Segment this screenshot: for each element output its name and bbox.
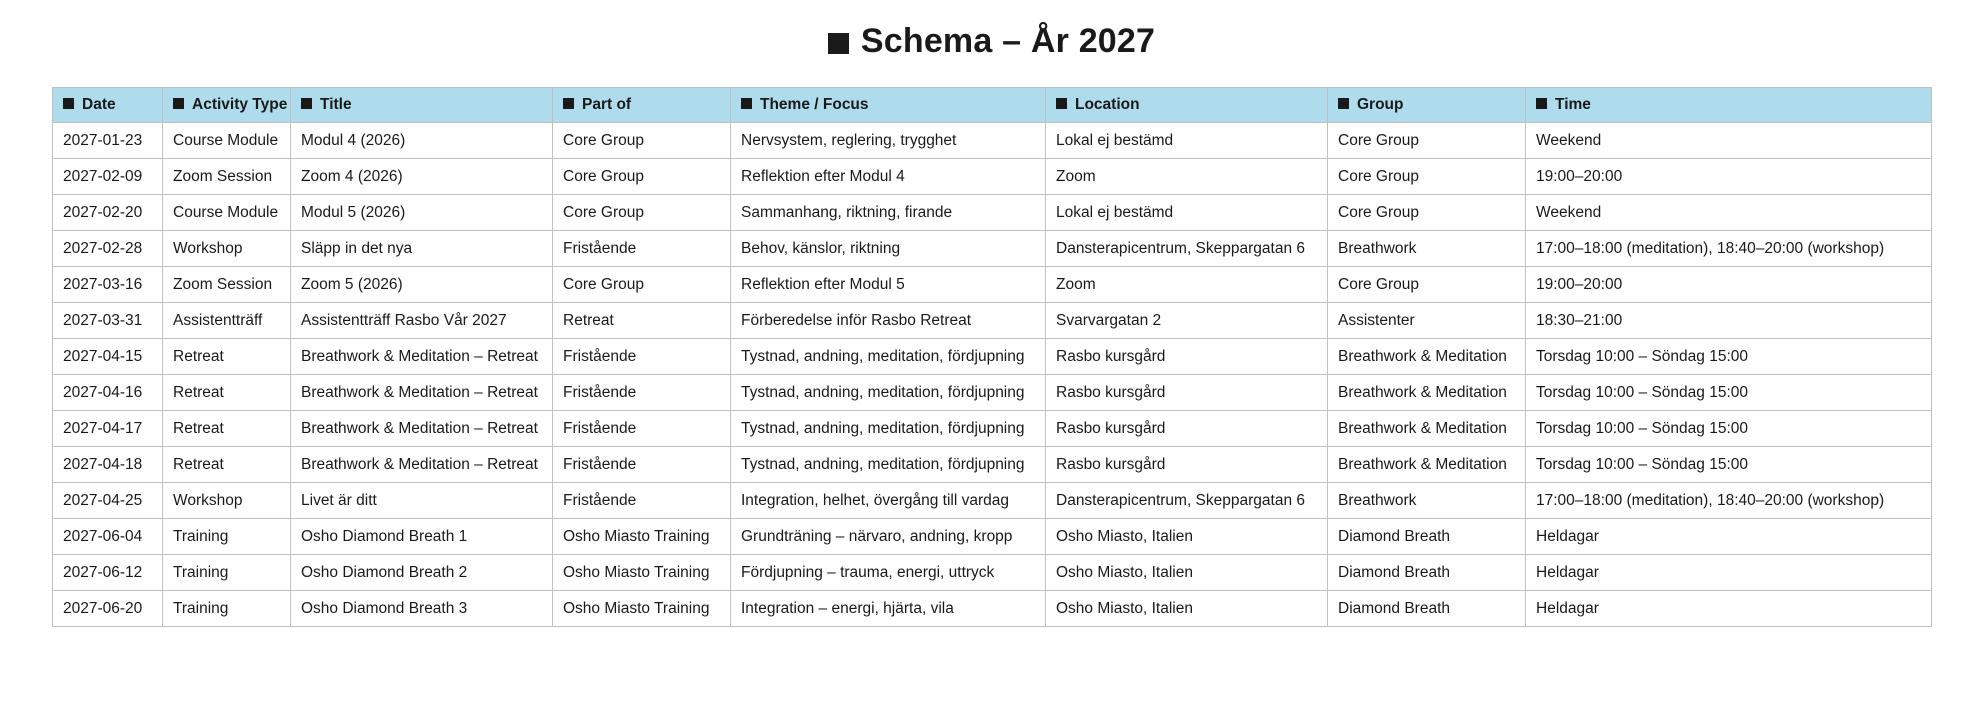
table-header (53, 88, 1932, 123)
document-page (0, 22, 1983, 627)
cell-part-of: Fristående (553, 231, 731, 267)
table-row (53, 159, 1932, 195)
cell-title: Osho Diamond Breath 3 (291, 591, 553, 627)
square-bullet-icon (63, 98, 74, 109)
square-bullet-icon (1338, 98, 1349, 109)
cell-title: Zoom 5 (2026) (291, 267, 553, 303)
cell-theme-focus: Fördjupning – trauma, energi, uttryck (731, 555, 1046, 591)
cell-location: Osho Miasto, Italien (1046, 519, 1328, 555)
cell-date: 2027-06-04 (53, 519, 163, 555)
column-header-label: Theme / Focus (760, 96, 869, 113)
column-header-group (1328, 88, 1526, 123)
cell-group: Diamond Breath (1328, 519, 1526, 555)
cell-title: Släpp in det nya (291, 231, 553, 267)
square-bullet-icon (1536, 98, 1547, 109)
cell-activity-type: Zoom Session (163, 159, 291, 195)
cell-theme-focus: Integration – energi, hjärta, vila (731, 591, 1046, 627)
cell-location: Osho Miasto, Italien (1046, 591, 1328, 627)
cell-part-of: Fristående (553, 447, 731, 483)
cell-title: Osho Diamond Breath 2 (291, 555, 553, 591)
cell-time: Heldagar (1526, 555, 1932, 591)
cell-location: Osho Miasto, Italien (1046, 555, 1328, 591)
page-title (0, 22, 1983, 61)
table-row (53, 411, 1932, 447)
cell-time: Weekend (1526, 123, 1932, 159)
cell-time: 17:00–18:00 (meditation), 18:40–20:00 (workshop) (1526, 231, 1932, 267)
cell-theme-focus: Integration, helhet, övergång till vardag (731, 483, 1046, 519)
cell-part-of: Core Group (553, 267, 731, 303)
column-header-label: Title (320, 96, 352, 113)
column-header-label: Part of (582, 96, 632, 113)
cell-group: Core Group (1328, 195, 1526, 231)
cell-part-of: Osho Miasto Training (553, 591, 731, 627)
column-header-label: Time (1555, 96, 1591, 113)
table-row (53, 555, 1932, 591)
table-row (53, 339, 1932, 375)
cell-part-of: Fristående (553, 375, 731, 411)
cell-date: 2027-04-15 (53, 339, 163, 375)
cell-part-of: Fristående (553, 483, 731, 519)
cell-time: Torsdag 10:00 – Söndag 15:00 (1526, 447, 1932, 483)
square-bullet-icon (173, 98, 184, 109)
cell-activity-type: Retreat (163, 411, 291, 447)
column-header-location (1046, 88, 1328, 123)
cell-group: Core Group (1328, 123, 1526, 159)
cell-activity-type: Assistentträff (163, 303, 291, 339)
cell-part-of: Fristående (553, 339, 731, 375)
cell-time: Torsdag 10:00 – Söndag 15:00 (1526, 375, 1932, 411)
table-row (53, 447, 1932, 483)
cell-date: 2027-06-12 (53, 555, 163, 591)
schedule-table (52, 87, 1932, 627)
cell-time: Heldagar (1526, 591, 1932, 627)
cell-activity-type: Workshop (163, 483, 291, 519)
cell-title: Modul 4 (2026) (291, 123, 553, 159)
cell-activity-type: Course Module (163, 123, 291, 159)
cell-time: 17:00–18:00 (meditation), 18:40–20:00 (workshop) (1526, 483, 1932, 519)
cell-title: Breathwork & Meditation – Retreat (291, 375, 553, 411)
cell-time: Weekend (1526, 195, 1932, 231)
cell-group: Assistenter (1328, 303, 1526, 339)
cell-date: 2027-02-09 (53, 159, 163, 195)
table-row (53, 267, 1932, 303)
schedule-table-container (0, 87, 1983, 627)
column-header-title (291, 88, 553, 123)
column-header-label: Group (1357, 96, 1404, 113)
cell-theme-focus: Tystnad, andning, meditation, fördjupning (731, 339, 1046, 375)
square-bullet-icon (741, 98, 752, 109)
column-header-activity-type (163, 88, 291, 123)
cell-group: Breathwork & Meditation (1328, 339, 1526, 375)
square-bullet-icon (563, 98, 574, 109)
table-row (53, 375, 1932, 411)
cell-date: 2027-03-31 (53, 303, 163, 339)
cell-time: 19:00–20:00 (1526, 267, 1932, 303)
cell-activity-type: Retreat (163, 375, 291, 411)
cell-time: Torsdag 10:00 – Söndag 15:00 (1526, 411, 1932, 447)
cell-activity-type: Retreat (163, 447, 291, 483)
cell-location: Dansterapicentrum, Skeppargatan 6 (1046, 231, 1328, 267)
cell-part-of: Core Group (553, 159, 731, 195)
cell-title: Breathwork & Meditation – Retreat (291, 447, 553, 483)
cell-location: Lokal ej bestämd (1046, 195, 1328, 231)
table-row (53, 519, 1932, 555)
cell-group: Breathwork & Meditation (1328, 411, 1526, 447)
cell-location: Lokal ej bestämd (1046, 123, 1328, 159)
cell-part-of: Core Group (553, 123, 731, 159)
cell-activity-type: Course Module (163, 195, 291, 231)
cell-date: 2027-02-28 (53, 231, 163, 267)
cell-title: Livet är ditt (291, 483, 553, 519)
cell-activity-type: Training (163, 555, 291, 591)
column-header-time (1526, 88, 1932, 123)
cell-location: Rasbo kursgård (1046, 411, 1328, 447)
square-bullet-icon (301, 98, 312, 109)
cell-date: 2027-04-18 (53, 447, 163, 483)
cell-location: Rasbo kursgård (1046, 447, 1328, 483)
table-body (53, 123, 1932, 627)
cell-date: 2027-04-16 (53, 375, 163, 411)
cell-activity-type: Retreat (163, 339, 291, 375)
column-header-date (53, 88, 163, 123)
cell-group: Diamond Breath (1328, 555, 1526, 591)
cell-theme-focus: Grundträning – närvaro, andning, kropp (731, 519, 1046, 555)
cell-part-of: Retreat (553, 303, 731, 339)
cell-theme-focus: Sammanhang, riktning, firande (731, 195, 1046, 231)
cell-date: 2027-01-23 (53, 123, 163, 159)
cell-location: Svarvargatan 2 (1046, 303, 1328, 339)
cell-location: Rasbo kursgård (1046, 375, 1328, 411)
cell-part-of: Core Group (553, 195, 731, 231)
table-header-row (53, 88, 1932, 123)
column-header-part-of (553, 88, 731, 123)
cell-theme-focus: Tystnad, andning, meditation, fördjupning (731, 375, 1046, 411)
cell-activity-type: Training (163, 591, 291, 627)
table-row (53, 195, 1932, 231)
cell-theme-focus: Behov, känslor, riktning (731, 231, 1046, 267)
cell-theme-focus: Förberedelse inför Rasbo Retreat (731, 303, 1046, 339)
column-header-label: Location (1075, 96, 1140, 113)
cell-title: Osho Diamond Breath 1 (291, 519, 553, 555)
cell-group: Core Group (1328, 159, 1526, 195)
cell-group: Breathwork & Meditation (1328, 375, 1526, 411)
cell-date: 2027-06-20 (53, 591, 163, 627)
table-row (53, 483, 1932, 519)
cell-theme-focus: Nervsystem, reglering, trygghet (731, 123, 1046, 159)
cell-part-of: Osho Miasto Training (553, 555, 731, 591)
cell-part-of: Fristående (553, 411, 731, 447)
cell-date: 2027-04-17 (53, 411, 163, 447)
square-bullet-icon (828, 33, 849, 54)
column-header-theme-focus (731, 88, 1046, 123)
cell-location: Zoom (1046, 267, 1328, 303)
cell-group: Breathwork & Meditation (1328, 447, 1526, 483)
cell-title: Modul 5 (2026) (291, 195, 553, 231)
square-bullet-icon (1056, 98, 1067, 109)
cell-activity-type: Zoom Session (163, 267, 291, 303)
cell-title: Breathwork & Meditation – Retreat (291, 339, 553, 375)
cell-time: Torsdag 10:00 – Söndag 15:00 (1526, 339, 1932, 375)
cell-title: Breathwork & Meditation – Retreat (291, 411, 553, 447)
cell-group: Core Group (1328, 267, 1526, 303)
table-row (53, 303, 1932, 339)
page-title-text: Schema – År 2027 (860, 22, 1156, 60)
cell-time: Heldagar (1526, 519, 1932, 555)
cell-time: 18:30–21:00 (1526, 303, 1932, 339)
column-header-label: Activity Type (192, 96, 288, 113)
cell-time: 19:00–20:00 (1526, 159, 1932, 195)
cell-group: Breathwork (1328, 483, 1526, 519)
table-row (53, 591, 1932, 627)
table-row (53, 231, 1932, 267)
column-header-label: Date (82, 96, 116, 113)
cell-theme-focus: Tystnad, andning, meditation, fördjupning (731, 411, 1046, 447)
cell-location: Rasbo kursgård (1046, 339, 1328, 375)
cell-date: 2027-03-16 (53, 267, 163, 303)
cell-group: Diamond Breath (1328, 591, 1526, 627)
cell-location: Zoom (1046, 159, 1328, 195)
cell-theme-focus: Reflektion efter Modul 5 (731, 267, 1046, 303)
cell-location: Dansterapicentrum, Skeppargatan 6 (1046, 483, 1328, 519)
cell-activity-type: Workshop (163, 231, 291, 267)
cell-part-of: Osho Miasto Training (553, 519, 731, 555)
cell-date: 2027-02-20 (53, 195, 163, 231)
table-row (53, 123, 1932, 159)
cell-activity-type: Training (163, 519, 291, 555)
cell-theme-focus: Reflektion efter Modul 4 (731, 159, 1046, 195)
cell-theme-focus: Tystnad, andning, meditation, fördjupning (731, 447, 1046, 483)
cell-date: 2027-04-25 (53, 483, 163, 519)
cell-title: Assistentträff Rasbo Vår 2027 (291, 303, 553, 339)
cell-title: Zoom 4 (2026) (291, 159, 553, 195)
cell-group: Breathwork (1328, 231, 1526, 267)
